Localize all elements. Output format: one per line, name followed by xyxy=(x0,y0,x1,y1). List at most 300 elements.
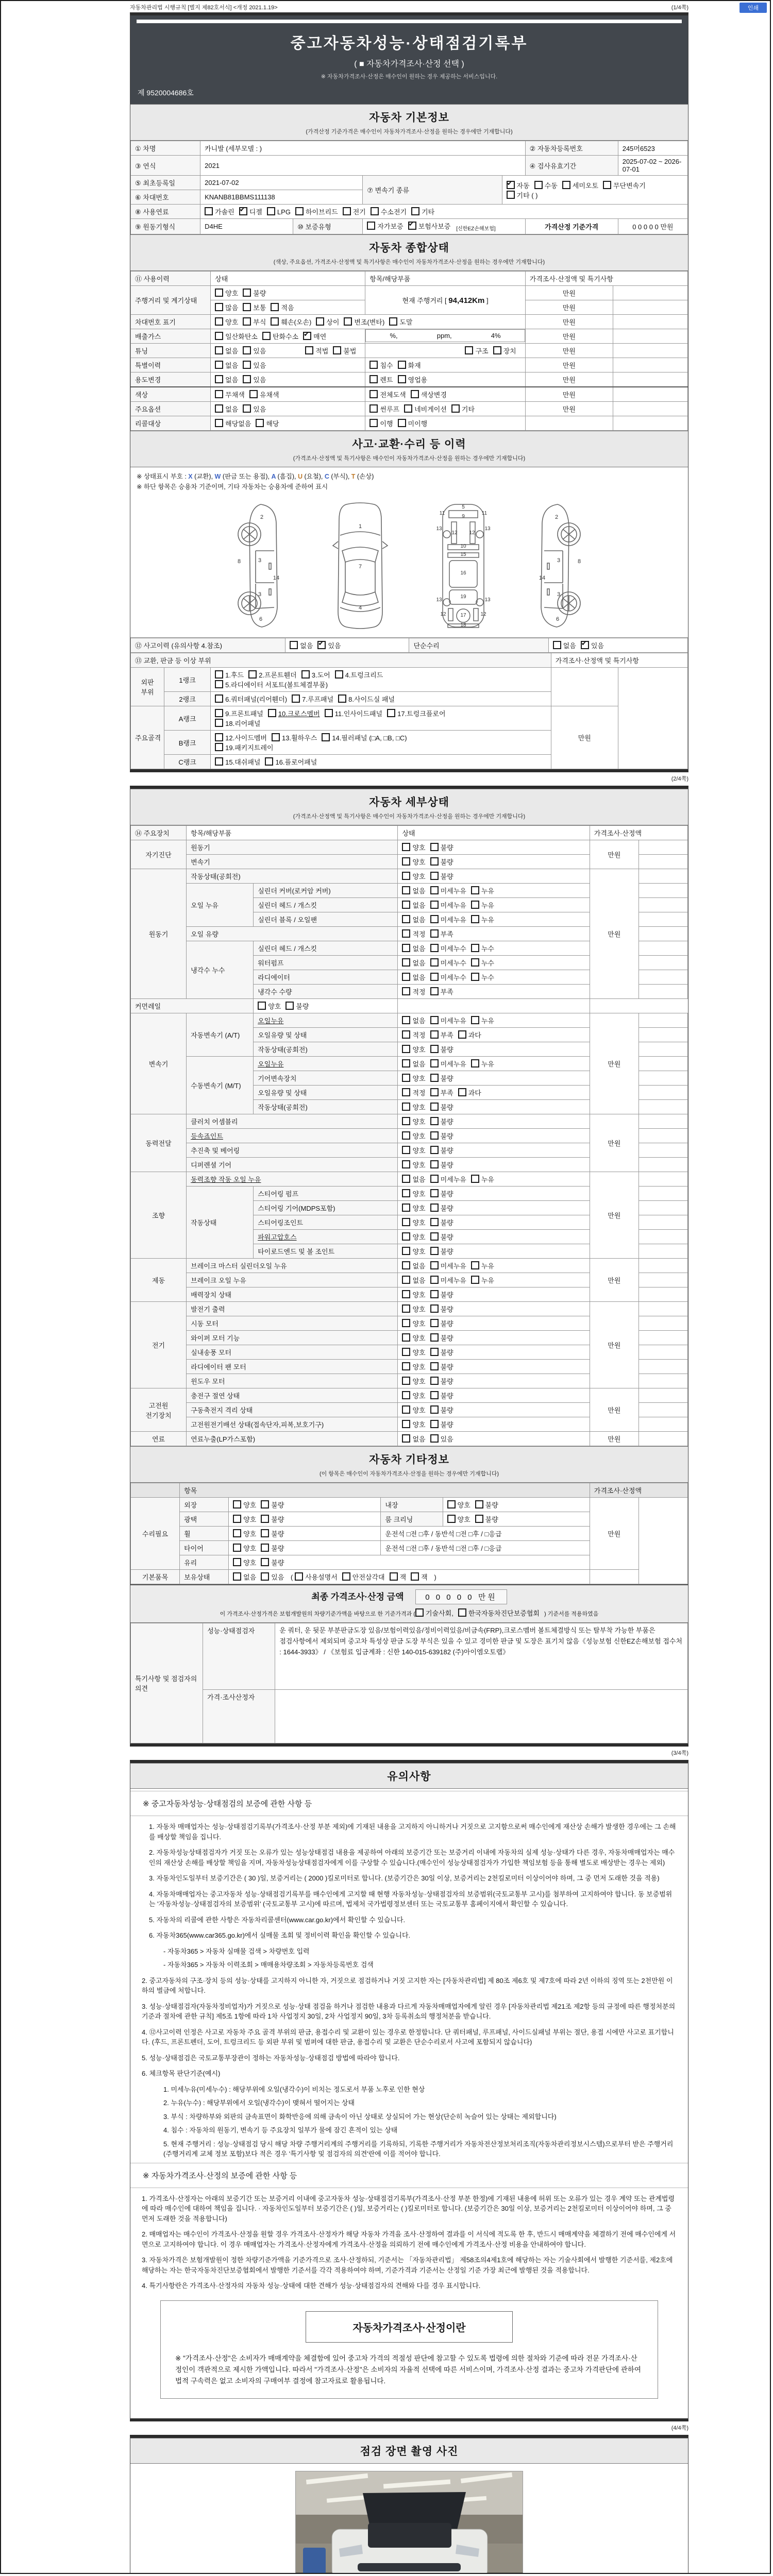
item-label: 실린더 커버(로커암 커버) xyxy=(254,884,398,898)
checkbox[interactable] xyxy=(402,1189,410,1197)
checkbox[interactable] xyxy=(402,1117,410,1125)
checkbox[interactable] xyxy=(475,1500,483,1509)
checkbox[interactable] xyxy=(265,757,273,766)
checkbox[interactable] xyxy=(411,390,419,398)
checkbox[interactable] xyxy=(402,1160,410,1168)
checkbox[interactable] xyxy=(471,886,479,894)
polish-label: 광택 xyxy=(180,1512,229,1527)
checkbox[interactable] xyxy=(295,1572,303,1581)
checkbox[interactable] xyxy=(430,1189,439,1197)
legend-code: C xyxy=(324,473,331,480)
checkbox[interactable] xyxy=(402,1319,410,1327)
option-label: 불량 xyxy=(271,1530,284,1538)
checkbox[interactable] xyxy=(430,1218,439,1226)
checkbox[interactable] xyxy=(215,694,223,703)
checkbox[interactable] xyxy=(342,1572,350,1581)
checkbox[interactable] xyxy=(458,1608,466,1617)
checkbox[interactable] xyxy=(430,1348,439,1356)
checkbox[interactable] xyxy=(243,375,251,383)
option-없음 xyxy=(215,404,238,414)
option-label: 없음 xyxy=(412,1435,426,1443)
checkbox[interactable] xyxy=(268,709,276,717)
checkbox[interactable] xyxy=(430,1391,439,1399)
checkbox[interactable] xyxy=(402,1204,410,1212)
option-label: 양호 xyxy=(412,1233,426,1241)
item-label: 디퍼렌셜 기어 xyxy=(187,1158,398,1172)
option-양호 xyxy=(402,842,425,852)
option-적정 xyxy=(402,987,425,996)
option-부식 xyxy=(243,317,266,327)
checkbox[interactable] xyxy=(233,1515,241,1523)
item-label: 작동상태(공회전) xyxy=(254,1042,398,1057)
price-note-cell xyxy=(638,1158,687,1172)
checkbox[interactable] xyxy=(272,733,280,741)
checkbox[interactable] xyxy=(261,1500,269,1509)
option-label: 14.필러패널 (□A, □B, □C) xyxy=(332,734,407,742)
checkbox[interactable] xyxy=(402,1420,410,1428)
basic-items-label: 보유상태 xyxy=(180,1570,229,1584)
checkbox[interactable] xyxy=(402,886,410,894)
checkbox[interactable] xyxy=(402,1348,410,1356)
option-미세누유 xyxy=(430,1015,466,1025)
legend-code: U xyxy=(297,473,305,480)
panel-number: 2 xyxy=(554,514,559,520)
checkbox[interactable] xyxy=(398,375,406,383)
checkbox[interactable] xyxy=(430,1276,439,1284)
checkbox[interactable] xyxy=(215,346,223,354)
checkbox[interactable] xyxy=(430,872,439,880)
checkbox[interactable] xyxy=(507,181,515,189)
checkbox[interactable] xyxy=(215,361,223,369)
checkbox[interactable] xyxy=(430,1030,439,1039)
option-label: 이행 xyxy=(380,420,393,428)
checkbox[interactable] xyxy=(471,1016,479,1024)
checkbox[interactable] xyxy=(369,375,378,383)
checkbox[interactable] xyxy=(215,680,223,688)
checkbox[interactable] xyxy=(458,1030,466,1039)
checkbox[interactable] xyxy=(290,641,298,649)
checkbox[interactable] xyxy=(471,973,479,981)
checkbox[interactable] xyxy=(402,1131,410,1140)
item-label: 실린더 헤드 / 개스킷 xyxy=(254,898,398,912)
option-label: 불량 xyxy=(271,1559,284,1567)
checkbox[interactable] xyxy=(243,317,251,326)
checkbox[interactable] xyxy=(215,317,223,326)
checkbox[interactable] xyxy=(402,1391,410,1399)
checkbox[interactable] xyxy=(402,1074,410,1082)
option-불량 xyxy=(261,1529,284,1538)
etc-price-note xyxy=(638,1498,687,1584)
checkbox[interactable] xyxy=(471,1175,479,1183)
price-note-cell xyxy=(638,1187,687,1201)
checkbox[interactable] xyxy=(430,1016,439,1024)
option-미세누유 xyxy=(430,1174,466,1184)
checkbox[interactable] xyxy=(430,1290,439,1298)
checkbox[interactable] xyxy=(430,944,439,952)
option-label: 양호 xyxy=(243,1501,257,1509)
checkbox[interactable] xyxy=(603,181,611,189)
checkbox[interactable] xyxy=(430,1088,439,1096)
checkbox[interactable] xyxy=(233,1544,241,1552)
checkbox[interactable] xyxy=(402,1247,410,1255)
checkbox[interactable] xyxy=(215,743,223,751)
legend-code: X xyxy=(188,473,195,480)
checkbox[interactable] xyxy=(322,733,330,741)
checkbox[interactable] xyxy=(338,694,346,703)
option-label: 적음 xyxy=(281,304,294,312)
checkbox[interactable] xyxy=(471,944,479,952)
checkbox[interactable] xyxy=(402,1261,410,1269)
checkbox[interactable] xyxy=(447,1500,456,1509)
checkbox[interactable] xyxy=(271,303,279,311)
checkbox[interactable] xyxy=(389,317,397,326)
accident-history-label: ⑫ 사고이력 (유의사항 4.참조) xyxy=(131,638,285,653)
checkbox[interactable] xyxy=(243,289,251,297)
checkbox[interactable] xyxy=(367,222,375,230)
price-note-cell xyxy=(638,869,687,884)
checkbox[interactable] xyxy=(402,901,410,909)
checkbox[interactable] xyxy=(325,709,333,717)
checkbox[interactable] xyxy=(243,346,251,354)
checkbox[interactable] xyxy=(430,1261,439,1269)
checkbox[interactable] xyxy=(430,857,439,866)
option-label: 없음 xyxy=(412,974,426,981)
checkbox[interactable] xyxy=(430,1160,439,1168)
checkbox[interactable] xyxy=(205,207,213,215)
checkbox[interactable] xyxy=(344,317,352,326)
option-label: 15.대쉬패널 xyxy=(225,758,261,766)
checkbox[interactable] xyxy=(215,332,223,340)
option-불법 xyxy=(333,346,356,355)
checkbox[interactable] xyxy=(402,1232,410,1241)
checkbox[interactable] xyxy=(233,1558,241,1566)
option-label: 양호 xyxy=(412,1421,426,1429)
checkbox[interactable] xyxy=(402,1218,410,1226)
option-15.대쉬패널 xyxy=(215,757,260,767)
checkbox[interactable] xyxy=(404,404,412,413)
option-label: 부족 xyxy=(440,988,453,996)
state-options xyxy=(398,1086,590,1100)
checkbox[interactable] xyxy=(430,1434,439,1443)
checkbox[interactable] xyxy=(471,915,479,923)
checkbox[interactable] xyxy=(371,207,379,215)
checkbox[interactable] xyxy=(398,361,406,369)
checkbox[interactable] xyxy=(411,207,419,215)
detail-state-table xyxy=(130,825,688,1446)
option-label: 17.트렁크플로어 xyxy=(397,710,446,718)
option-label: 없음 xyxy=(412,959,426,967)
wheel-label: 휠 xyxy=(180,1527,229,1541)
option-불량 xyxy=(430,1160,453,1170)
checkbox[interactable] xyxy=(553,641,561,649)
checkbox[interactable] xyxy=(271,317,279,326)
option-label: 불량 xyxy=(440,844,453,852)
checkbox[interactable] xyxy=(261,1572,269,1581)
option-label: 침수 xyxy=(380,362,393,369)
checkbox[interactable] xyxy=(402,1175,410,1183)
checkbox[interactable] xyxy=(292,694,300,703)
checkbox[interactable] xyxy=(471,1261,479,1269)
checkbox[interactable] xyxy=(430,1232,439,1241)
checkbox[interactable] xyxy=(402,857,410,866)
option-label: 불량 xyxy=(440,1190,453,1198)
checkbox[interactable] xyxy=(402,1333,410,1342)
checkbox[interactable] xyxy=(239,207,247,215)
checkbox[interactable] xyxy=(402,1405,410,1414)
checkbox[interactable] xyxy=(430,886,439,894)
checkbox[interactable] xyxy=(471,901,479,909)
checkbox[interactable] xyxy=(465,346,473,354)
panel-number: 8 xyxy=(577,558,581,565)
exterior-label: 외장 xyxy=(180,1498,229,1512)
option-불량 xyxy=(430,1116,453,1126)
checkbox[interactable] xyxy=(471,958,479,967)
panel-number: 13 xyxy=(436,526,442,532)
option-label: 보통 xyxy=(253,304,266,312)
checkbox[interactable] xyxy=(256,419,264,427)
diagram-side-right-view xyxy=(528,501,590,630)
price-note-cell xyxy=(638,1042,687,1057)
checkbox[interactable] xyxy=(402,958,410,967)
checkbox[interactable] xyxy=(261,1529,269,1537)
checkbox[interactable] xyxy=(233,1500,241,1509)
checkbox[interactable] xyxy=(430,1045,439,1053)
checkbox[interactable] xyxy=(402,1290,410,1298)
item-label: 클러치 어셈블리 xyxy=(187,1114,398,1129)
checkbox[interactable] xyxy=(243,361,251,369)
checkbox[interactable] xyxy=(233,1572,241,1581)
checkbox[interactable] xyxy=(430,1131,439,1140)
checkbox[interactable] xyxy=(369,361,378,369)
checkbox[interactable] xyxy=(215,709,223,717)
checkbox[interactable] xyxy=(458,1088,466,1096)
checkbox[interactable] xyxy=(447,1515,456,1523)
checkbox[interactable] xyxy=(430,1059,439,1067)
checkbox[interactable] xyxy=(333,346,341,354)
checkbox[interactable] xyxy=(402,872,410,880)
accident-history-table xyxy=(130,638,688,653)
checkbox[interactable] xyxy=(316,317,324,326)
checkbox[interactable] xyxy=(402,843,410,851)
checkbox[interactable] xyxy=(402,1304,410,1313)
checkbox[interactable] xyxy=(261,1544,269,1552)
checkbox[interactable] xyxy=(215,733,223,741)
mileage-item xyxy=(365,286,525,315)
option-label: 장치 xyxy=(503,347,516,355)
option-label: 양호 xyxy=(457,1516,470,1523)
checkbox[interactable] xyxy=(430,1420,439,1428)
checkbox[interactable] xyxy=(402,1059,410,1067)
checkbox[interactable] xyxy=(402,915,410,923)
checkbox[interactable] xyxy=(387,709,395,717)
price-cell: 만원 xyxy=(525,402,613,416)
option-label: 양호 xyxy=(412,1334,426,1342)
option-양호 xyxy=(402,1217,425,1227)
checkbox[interactable] xyxy=(430,929,439,938)
checkbox[interactable] xyxy=(301,670,310,679)
option-label: 없음 xyxy=(300,642,313,650)
checkbox[interactable] xyxy=(430,1247,439,1255)
checkbox[interactable] xyxy=(249,390,258,398)
option-불량 xyxy=(261,1557,284,1567)
checkbox[interactable] xyxy=(258,1002,266,1010)
checkbox[interactable] xyxy=(507,191,515,199)
col-state: 상태 xyxy=(398,826,590,840)
option-label: 없음 xyxy=(412,902,426,909)
checkbox[interactable] xyxy=(402,1146,410,1154)
checkbox[interactable] xyxy=(398,419,406,427)
checkbox[interactable] xyxy=(343,207,351,215)
option-label: 불량 xyxy=(296,1003,309,1010)
checkbox[interactable] xyxy=(267,207,275,215)
price-note-cell xyxy=(638,1316,687,1331)
print-button[interactable]: 인쇄 xyxy=(740,3,767,13)
state-options xyxy=(398,1432,590,1446)
checkbox[interactable] xyxy=(534,181,543,189)
checkbox[interactable] xyxy=(430,915,439,923)
checkbox[interactable] xyxy=(402,1030,410,1039)
checkbox[interactable] xyxy=(411,1572,419,1581)
checkbox[interactable] xyxy=(261,1515,269,1523)
checkbox[interactable] xyxy=(430,1103,439,1111)
option-label: 미이행 xyxy=(408,420,428,428)
checkbox[interactable] xyxy=(215,670,223,679)
option-label: 불량 xyxy=(440,1046,453,1054)
checkbox[interactable] xyxy=(415,1608,424,1617)
option-불량 xyxy=(430,1131,453,1141)
checkbox[interactable] xyxy=(430,901,439,909)
checkbox[interactable] xyxy=(402,1016,410,1024)
option-label: 누유 xyxy=(481,1277,494,1284)
option-없음 xyxy=(402,914,425,924)
option-구조 xyxy=(465,346,488,355)
vin-label: ⑥ 차대번호 xyxy=(131,190,200,205)
checkbox[interactable] xyxy=(215,757,223,766)
checkbox[interactable] xyxy=(430,1074,439,1082)
option-수소전기 xyxy=(371,207,407,216)
checkbox[interactable] xyxy=(369,390,378,398)
checkbox[interactable] xyxy=(402,1088,410,1096)
checkbox[interactable] xyxy=(430,1117,439,1125)
checkbox[interactable] xyxy=(402,944,410,952)
option-미세누유 xyxy=(430,914,466,924)
checkbox[interactable] xyxy=(233,1529,241,1537)
checkbox[interactable] xyxy=(402,1103,410,1111)
checkbox[interactable] xyxy=(243,404,251,413)
rank-items xyxy=(211,731,551,755)
option-label: 없음 xyxy=(225,405,239,413)
checkbox[interactable] xyxy=(285,1002,294,1010)
checkbox[interactable] xyxy=(215,390,223,398)
section-detail-title: 자동차 세부상태 xyxy=(369,796,449,808)
checkbox[interactable] xyxy=(430,987,439,995)
checkbox[interactable] xyxy=(430,1204,439,1212)
state-options xyxy=(398,1201,590,1215)
checkbox[interactable] xyxy=(430,1333,439,1342)
checkbox[interactable] xyxy=(317,641,326,649)
checkbox[interactable] xyxy=(335,670,343,679)
checkbox[interactable] xyxy=(402,1434,410,1443)
checkbox[interactable] xyxy=(243,303,251,311)
checkbox[interactable] xyxy=(430,1319,439,1327)
checkbox[interactable] xyxy=(402,1276,410,1284)
checkbox[interactable] xyxy=(369,404,378,413)
option-label: 적정 xyxy=(412,1089,426,1097)
checkbox[interactable] xyxy=(430,958,439,967)
checkbox[interactable] xyxy=(471,1276,479,1284)
checkbox[interactable] xyxy=(261,1558,269,1566)
checkbox[interactable] xyxy=(215,719,223,727)
checkbox[interactable] xyxy=(430,1175,439,1183)
notice-item: 5. 성능·상태점검은 국토교통부장관이 정하는 자동차성능·상태점검 방법에 따라야 합니다. xyxy=(142,2054,400,2062)
checkbox[interactable] xyxy=(402,1377,410,1385)
checkbox[interactable] xyxy=(451,404,460,413)
checkbox[interactable] xyxy=(390,1572,398,1581)
notice-item: 4. ⑫사고이력 인정은 사고로 자동차 주요 골격 부위의 판금, 용접수리 및 교환이 있는 경우로 한정합니다. 단 쿼터패널, 루프패널, 사이드실패널 부위는 절단, 용접 시에만 사고로 표기합니다. (후드, 프론트펜더, 도어, 트렁크리드 등 외판 부위 및 범퍼에 대한 판금, 용접수리 및 교환은 단순수리로서 사고에 포함되지 않습니다) xyxy=(142,2028,674,2046)
price-cell: 만원 xyxy=(590,840,638,869)
price-note-cell xyxy=(638,1071,687,1086)
checkbox[interactable] xyxy=(215,303,223,311)
checkbox[interactable] xyxy=(430,1377,439,1385)
item-label: 시동 모터 xyxy=(187,1316,398,1331)
option-일산화탄소 xyxy=(215,331,258,341)
checkbox[interactable] xyxy=(430,1146,439,1154)
panel-number: 3 xyxy=(258,591,262,598)
checkbox[interactable] xyxy=(430,843,439,851)
option-미이행 xyxy=(398,418,428,428)
checkbox[interactable] xyxy=(408,222,416,230)
checkbox[interactable] xyxy=(215,289,223,297)
checkbox[interactable] xyxy=(430,1362,439,1370)
checkbox[interactable] xyxy=(303,332,311,340)
checkbox[interactable] xyxy=(215,375,223,383)
option-label: 불량 xyxy=(440,1392,453,1400)
checkbox[interactable] xyxy=(402,1045,410,1053)
checkbox[interactable] xyxy=(402,1362,410,1370)
option-불량 xyxy=(430,1189,453,1198)
checkbox[interactable] xyxy=(562,181,570,189)
checkbox[interactable] xyxy=(369,419,378,427)
checkbox[interactable] xyxy=(493,346,501,354)
checkbox[interactable] xyxy=(402,987,410,995)
option-없음 xyxy=(553,640,576,650)
checkbox[interactable] xyxy=(262,332,271,340)
checkbox[interactable] xyxy=(430,1405,439,1414)
checkbox[interactable] xyxy=(248,670,257,679)
checkbox[interactable] xyxy=(430,1304,439,1313)
option-label: 누유 xyxy=(481,1262,494,1270)
option-label: 10.크로스멤버 xyxy=(278,710,320,718)
option-label: 12.사이드멤버 xyxy=(225,734,267,742)
item-label: 구동축전지 격리 상태 xyxy=(187,1403,398,1417)
rank-label: C랭크 xyxy=(164,755,211,769)
wheel-detail: 운전석 □전 □후 / 동반석 □전 □후 / □응급 xyxy=(381,1527,590,1541)
checkbox[interactable] xyxy=(295,207,304,215)
option-불량 xyxy=(430,1044,453,1054)
checkbox[interactable] xyxy=(215,419,223,427)
checkbox[interactable] xyxy=(305,346,313,354)
checkbox[interactable] xyxy=(430,973,439,981)
checkbox[interactable] xyxy=(402,973,410,981)
checkbox[interactable] xyxy=(581,641,589,649)
option-label: 양호 xyxy=(412,1205,426,1212)
base-price-value: 0 0 0 0 0 만원 xyxy=(618,219,687,234)
checkbox[interactable] xyxy=(471,1059,479,1067)
checkbox[interactable] xyxy=(215,404,223,413)
checkbox[interactable] xyxy=(475,1515,483,1523)
checkbox[interactable] xyxy=(402,929,410,938)
emission-options xyxy=(211,329,365,344)
